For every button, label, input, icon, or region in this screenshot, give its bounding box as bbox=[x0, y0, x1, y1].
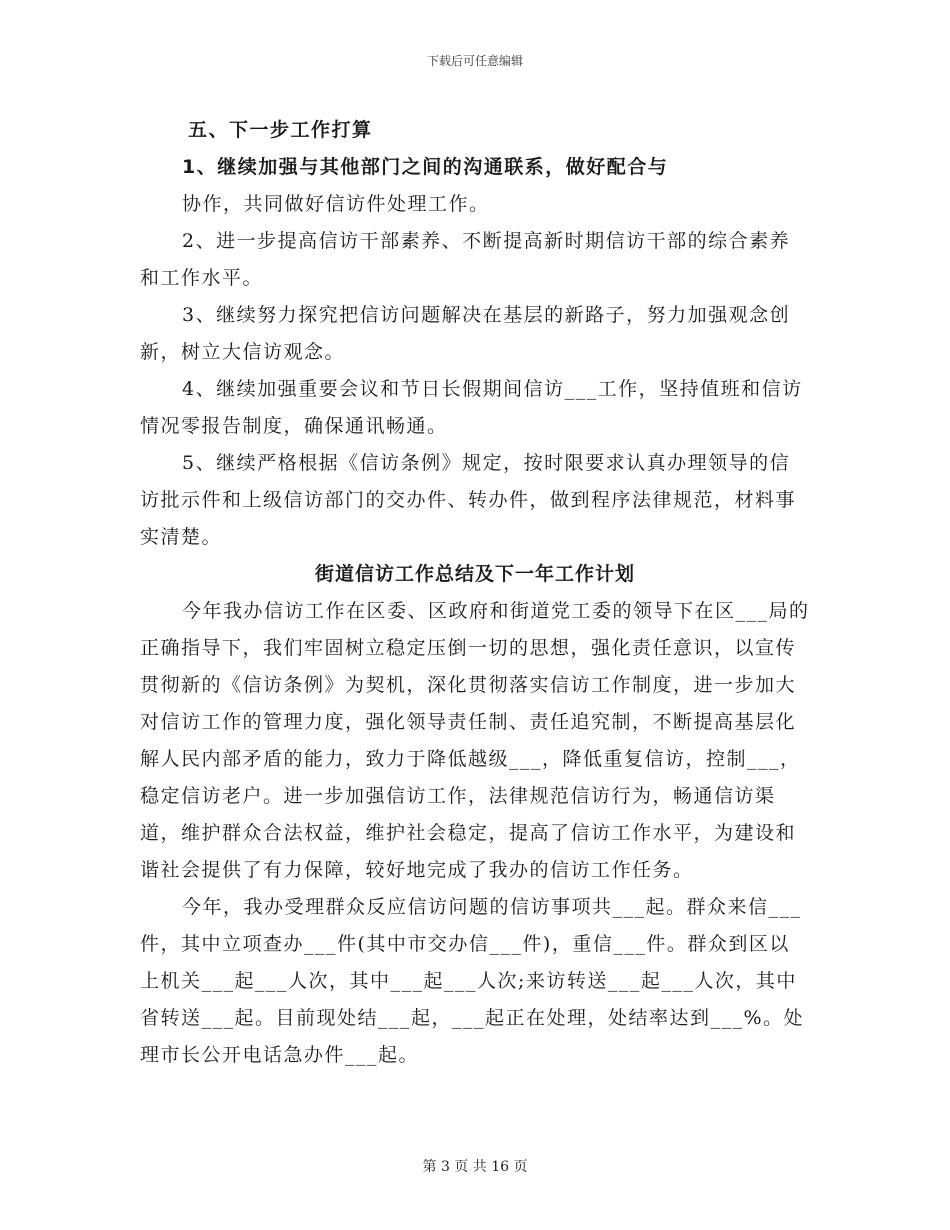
paragraph-1: 今年我办信访工作在区委、区政府和街道党工委的领导下在区___局的正确指导下，我们牢固树立稳定压倒一切的思想，强化责任意识，以宣传贯彻新的《信访条例》为契机，深化贯彻落实信访工作制度，进一步加大对信访工作的管理力度，强化领导责任制、责任追究制，不断提高基层化解人民内部矛盾的能力，致力于降低越级___，降低重复信访，控制___，稳定信访老户。进一步加强信访工作，法律规范信访行为，畅通信访渠道，维护群众合法权益，维护社会稳定，提高了信访工作水平，为建设和谐社会提供了有力保障，较好地完成了我办的信访工作任务。 bbox=[140, 600, 810, 881]
item-1-lead: 1、继续加强与其他部门之间的沟通联系，做好配合与 bbox=[182, 156, 669, 178]
page-number: 第 3 页 共 16 页 bbox=[422, 1159, 528, 1175]
item-1-continuation: 协作，共同做好信访件处理工作。 bbox=[182, 193, 490, 215]
header-note: 下载后可任意编辑 bbox=[426, 54, 523, 68]
section-heading: 五、下一步工作打算 bbox=[188, 119, 373, 141]
document-body bbox=[140, 112, 810, 1074]
item-5: 5、继续严格根据《信访条例》规定，按时限要求认真办理领导的信访批示件和上级信访部门的交办件、转办件，做到程序法律规范，材料事实清楚。 bbox=[140, 452, 797, 548]
item-3: 3、继续努力探究把信访问题解决在基层的新路子，努力加强观念创新，树立大信访观念。 bbox=[140, 304, 791, 363]
item-2: 2、进一步提高信访干部素养、不断提高新时期信访干部的综合素养和工作水平。 bbox=[140, 230, 791, 289]
item-4: 4、继续加强重要会议和节日长假期间信访___工作，坚持值班和信访情况零报告制度，确保通讯畅通。 bbox=[140, 378, 803, 437]
paragraph-2: 今年，我办受理群众反应信访问题的信访事项共___起。群众来信___件，其中立项查办___件(其中市交办信___件)，重信___件。群众到区以上机关___起___人次，其中___起___人次;来访转送___起___人次，其中省转送___起。目前现处结___起，___起正在处理，处结率达到___%。处理市长公开电话急办件___起。 bbox=[140, 896, 805, 1066]
document-title: 街道信访工作总结及下一年工作计划 bbox=[314, 563, 635, 585]
